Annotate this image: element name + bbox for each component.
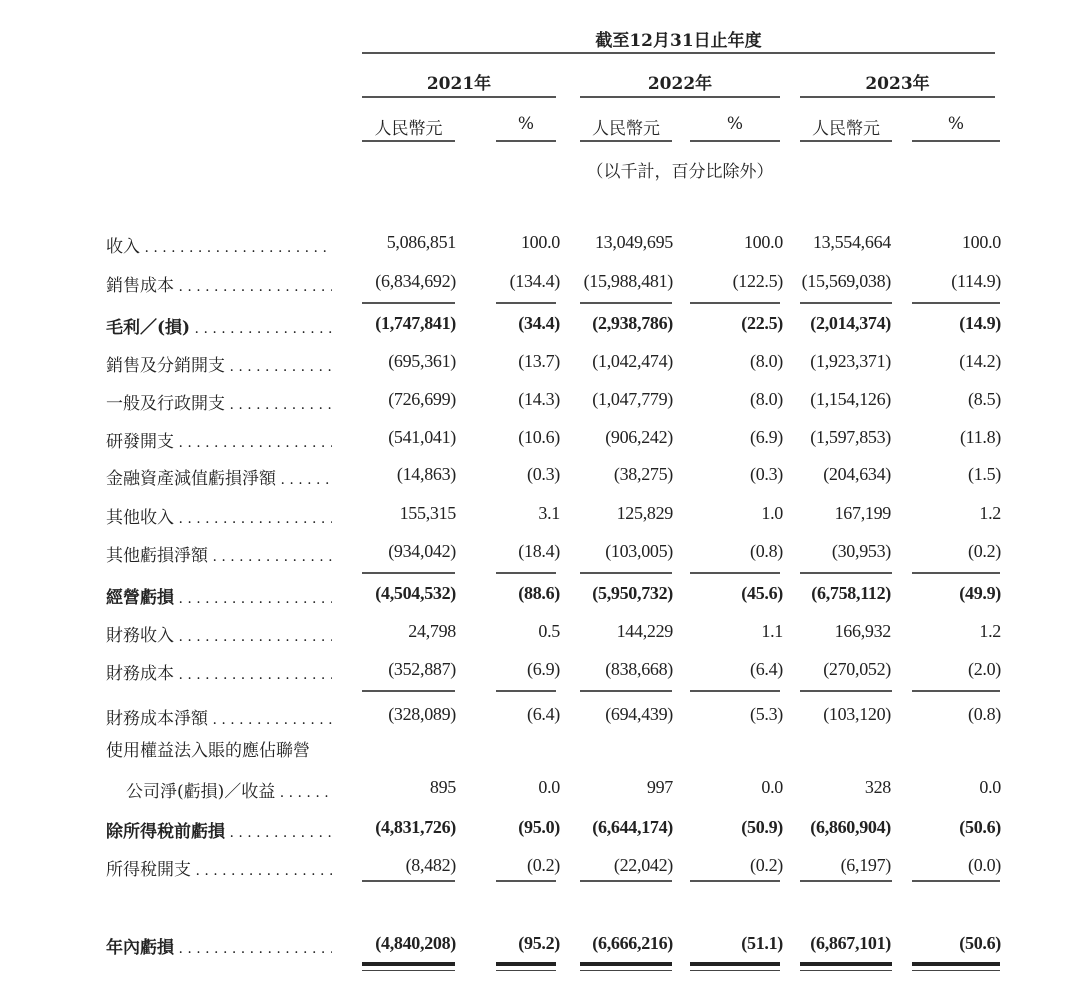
row-label: 銷售及分銷開支 . . . <box>106 351 332 376</box>
percent-cell: (49.9) <box>959 583 1001 603</box>
amount-cell: 167,199 <box>834 503 891 523</box>
amount-cell: 166,932 <box>834 621 891 641</box>
table-row <box>0 271 1080 295</box>
amount-cell: 125,829 <box>616 503 673 523</box>
divider <box>912 140 1000 142</box>
subtotal-underline <box>580 572 672 574</box>
percent-cell: (0.2) <box>527 855 560 875</box>
total-double-underline <box>496 962 556 966</box>
percent-cell: (95.0) <box>518 817 560 837</box>
subtotal-underline <box>496 880 556 882</box>
amount-cell: (726,699) <box>388 389 456 409</box>
col-header-rmb: 人民幣元 <box>592 119 660 139</box>
table-row <box>0 855 1080 879</box>
percent-cell: (34.4) <box>518 313 560 333</box>
table-row <box>0 503 1080 527</box>
percent-cell: (22.5) <box>741 313 783 333</box>
percent-cell: (6.9) <box>527 659 560 679</box>
total-double-underline <box>362 970 455 971</box>
percent-cell: 0.0 <box>761 777 783 797</box>
amount-cell: (30,953) <box>831 541 891 561</box>
amount-cell: (8,482) <box>405 855 456 875</box>
subtotal-underline <box>912 690 1000 692</box>
percent-cell: (6.4) <box>527 704 560 724</box>
amount-cell: (6,867,101) <box>810 933 891 953</box>
amount-cell: (2,014,374) <box>810 313 891 333</box>
percent-cell: (8.5) <box>968 389 1001 409</box>
total-double-underline <box>912 970 1000 971</box>
percent-cell: (8.0) <box>750 351 783 371</box>
amount-cell: 328 <box>864 777 891 797</box>
percent-cell: (50.6) <box>959 817 1001 837</box>
amount-cell: 997 <box>646 777 673 797</box>
subtotal-underline <box>496 572 556 574</box>
table-row <box>0 351 1080 375</box>
subtotal-underline <box>496 690 556 692</box>
percent-cell: (18.4) <box>518 541 560 561</box>
amount-cell: (1,597,853) <box>810 427 891 447</box>
percent-cell: (0.2) <box>750 855 783 875</box>
percent-cell: (0.0) <box>968 855 1001 875</box>
table-row <box>0 232 1080 256</box>
table-row <box>0 777 1080 801</box>
amount-cell: (934,042) <box>388 541 456 561</box>
subtotal-underline <box>912 302 1000 304</box>
table-row <box>0 736 1080 760</box>
row-label: 除所得稅前虧損 . . . <box>106 817 332 842</box>
amount-cell: 13,049,695 <box>594 232 673 252</box>
divider <box>800 96 995 98</box>
period-title: 截至12月31日止年度 <box>595 31 762 51</box>
percent-cell: (11.8) <box>959 427 1001 447</box>
percent-cell: (95.2) <box>518 933 560 953</box>
percent-cell: (0.3) <box>527 464 560 484</box>
percent-cell: (50.9) <box>741 817 783 837</box>
amount-cell: (6,644,174) <box>592 817 673 837</box>
amount-cell: (5,950,732) <box>592 583 673 603</box>
percent-cell: 3.1 <box>538 503 560 523</box>
total-double-underline <box>912 962 1000 966</box>
percent-cell: (0.2) <box>968 541 1001 561</box>
percent-cell: (6.9) <box>750 427 783 447</box>
amount-cell: (1,154,126) <box>810 389 891 409</box>
amount-cell: (1,923,371) <box>810 351 891 371</box>
total-double-underline <box>362 962 455 966</box>
row-label: 財務成本淨額 . . . <box>106 704 332 729</box>
percent-cell: (14.3) <box>518 389 560 409</box>
row-label: 研發開支 . . . <box>106 427 332 452</box>
subtotal-underline <box>690 302 780 304</box>
amount-cell: (6,834,692) <box>375 271 456 291</box>
percent-cell: (134.4) <box>509 271 560 291</box>
percent-cell: (0.8) <box>968 704 1001 724</box>
percent-cell: (8.0) <box>750 389 783 409</box>
total-double-underline <box>580 970 672 971</box>
percent-cell: 100.0 <box>520 232 560 252</box>
percent-cell: 1.0 <box>761 503 783 523</box>
subtotal-underline <box>580 302 672 304</box>
row-label: 其他收入 . . . <box>106 503 332 528</box>
col-header-pct: % <box>517 114 535 134</box>
total-double-underline <box>580 962 672 966</box>
percent-cell: 1.1 <box>761 621 783 641</box>
table-row <box>0 427 1080 451</box>
percent-cell: (10.6) <box>518 427 560 447</box>
table-row <box>0 583 1080 607</box>
col-header-pct: % <box>726 114 744 134</box>
row-label: 金融資產減值虧損淨額 . . . <box>106 464 332 489</box>
percent-cell: (5.3) <box>750 704 783 724</box>
table-row <box>0 389 1080 413</box>
divider <box>362 52 995 54</box>
row-label: 毛利／(損) . . . <box>106 313 332 338</box>
amount-cell: (2,938,786) <box>592 313 673 333</box>
percent-cell: 100.0 <box>961 232 1001 252</box>
amount-cell: (695,361) <box>388 351 456 371</box>
divider <box>362 96 556 98</box>
row-label: 其他虧損淨額 . . . <box>106 541 332 566</box>
percent-cell: (114.9) <box>951 271 1001 291</box>
total-double-underline <box>800 962 892 966</box>
total-double-underline <box>690 962 780 966</box>
percent-cell: 100.0 <box>743 232 783 252</box>
amount-cell: (22,042) <box>613 855 673 875</box>
divider <box>690 140 780 142</box>
subtotal-underline <box>362 302 455 304</box>
col-header-rmb: 人民幣元 <box>374 119 443 139</box>
percent-cell: (0.3) <box>750 464 783 484</box>
year-2022: 2022年 <box>647 74 713 94</box>
amount-cell: (103,005) <box>605 541 673 561</box>
year-2021: 2021年 <box>426 74 492 94</box>
table-row <box>0 659 1080 683</box>
table-row <box>0 817 1080 841</box>
subtotal-underline <box>496 302 556 304</box>
percent-cell: (14.9) <box>959 313 1001 333</box>
row-label: 財務收入 . . . <box>106 621 332 646</box>
subtotal-underline <box>912 572 1000 574</box>
percent-cell: (0.8) <box>750 541 783 561</box>
amount-cell: (694,439) <box>605 704 673 724</box>
amount-cell: (6,758,112) <box>811 583 891 603</box>
amount-cell: (4,840,208) <box>375 933 456 953</box>
percent-cell: (14.2) <box>959 351 1001 371</box>
amount-cell: (838,668) <box>605 659 673 679</box>
amount-cell: 13,554,664 <box>812 232 891 252</box>
amount-cell: 144,229 <box>616 621 673 641</box>
divider <box>580 140 672 142</box>
amount-cell: (541,041) <box>388 427 456 447</box>
subtotal-underline <box>362 880 455 882</box>
table-row <box>0 313 1080 337</box>
percent-cell: (88.6) <box>518 583 560 603</box>
row-label: 年內虧損 . . . <box>106 933 332 958</box>
amount-cell: (6,197) <box>840 855 891 875</box>
table-row <box>0 704 1080 728</box>
amount-cell: (1,042,474) <box>592 351 673 371</box>
row-label: 收入 . . . <box>106 232 332 257</box>
amount-cell: 155,315 <box>399 503 456 523</box>
subtotal-underline <box>580 880 672 882</box>
amount-cell: (328,089) <box>388 704 456 724</box>
amount-cell: (4,504,532) <box>375 583 456 603</box>
total-double-underline <box>496 970 556 971</box>
row-label: 一般及行政開支 . . . <box>106 389 332 414</box>
divider <box>800 140 892 142</box>
percent-cell: (51.1) <box>741 933 783 953</box>
col-header-rmb: 人民幣元 <box>812 119 880 139</box>
amount-cell: (906,242) <box>605 427 673 447</box>
amount-cell: (4,831,726) <box>375 817 456 837</box>
divider <box>362 140 455 142</box>
amount-cell: (15,988,481) <box>583 271 673 291</box>
divider <box>496 140 556 142</box>
amount-cell: (103,120) <box>823 704 891 724</box>
amount-cell: (14,863) <box>396 464 456 484</box>
subtotal-underline <box>362 690 455 692</box>
amount-cell: 895 <box>429 777 456 797</box>
amount-cell: (1,047,779) <box>592 389 673 409</box>
subtotal-underline <box>800 302 892 304</box>
amount-cell: (270,052) <box>823 659 891 679</box>
year-2023: 2023年 <box>865 74 930 94</box>
percent-cell: (1.5) <box>968 464 1001 484</box>
row-label: 使用權益法入賬的應佔聯營 <box>106 741 310 761</box>
total-double-underline <box>800 970 892 971</box>
subtotal-underline <box>362 572 455 574</box>
subtotal-underline <box>800 572 892 574</box>
amount-cell: (15,569,038) <box>801 271 891 291</box>
amount-cell: (6,860,904) <box>810 817 891 837</box>
subtotal-underline <box>912 880 1000 882</box>
table-row <box>0 621 1080 645</box>
amount-cell: (1,747,841) <box>375 313 456 333</box>
percent-cell: (50.6) <box>959 933 1001 953</box>
percent-cell: (13.7) <box>518 351 560 371</box>
percent-cell: 0.0 <box>979 777 1001 797</box>
amount-cell: (204,634) <box>823 464 891 484</box>
table-row <box>0 464 1080 488</box>
divider <box>580 96 780 98</box>
percent-cell: (122.5) <box>732 271 783 291</box>
row-label: 所得稅開支 . . . <box>106 855 332 880</box>
amount-cell: 5,086,851 <box>386 232 456 252</box>
percent-cell: 1.2 <box>979 503 1001 523</box>
percent-cell: (2.0) <box>968 659 1001 679</box>
amount-cell: (38,275) <box>613 464 673 484</box>
total-double-underline <box>690 970 780 971</box>
subtotal-underline <box>800 690 892 692</box>
subtotal-underline <box>800 880 892 882</box>
row-label: 財務成本 . . . <box>106 659 332 684</box>
table-row <box>0 933 1080 957</box>
row-label: 公司淨(虧損)／收益 . . . <box>126 777 332 802</box>
amount-cell: (352,887) <box>388 659 456 679</box>
percent-cell: 1.2 <box>979 621 1001 641</box>
table-row <box>0 541 1080 565</box>
subtotal-underline <box>690 690 780 692</box>
percent-cell: (6.4) <box>750 659 783 679</box>
col-header-pct: % <box>947 114 965 134</box>
amount-cell: 24,798 <box>408 621 456 641</box>
subtotal-underline <box>580 690 672 692</box>
unit-note: （以千計，百分比除外） <box>586 162 774 182</box>
row-label: 經營虧損 . . . <box>106 583 332 608</box>
amount-cell: (6,666,216) <box>592 933 673 953</box>
percent-cell: 0.0 <box>538 777 560 797</box>
subtotal-underline <box>690 880 780 882</box>
percent-cell: 0.5 <box>538 621 560 641</box>
subtotal-underline <box>690 572 780 574</box>
percent-cell: (45.6) <box>741 583 783 603</box>
row-label: 銷售成本 . . . <box>106 271 332 296</box>
